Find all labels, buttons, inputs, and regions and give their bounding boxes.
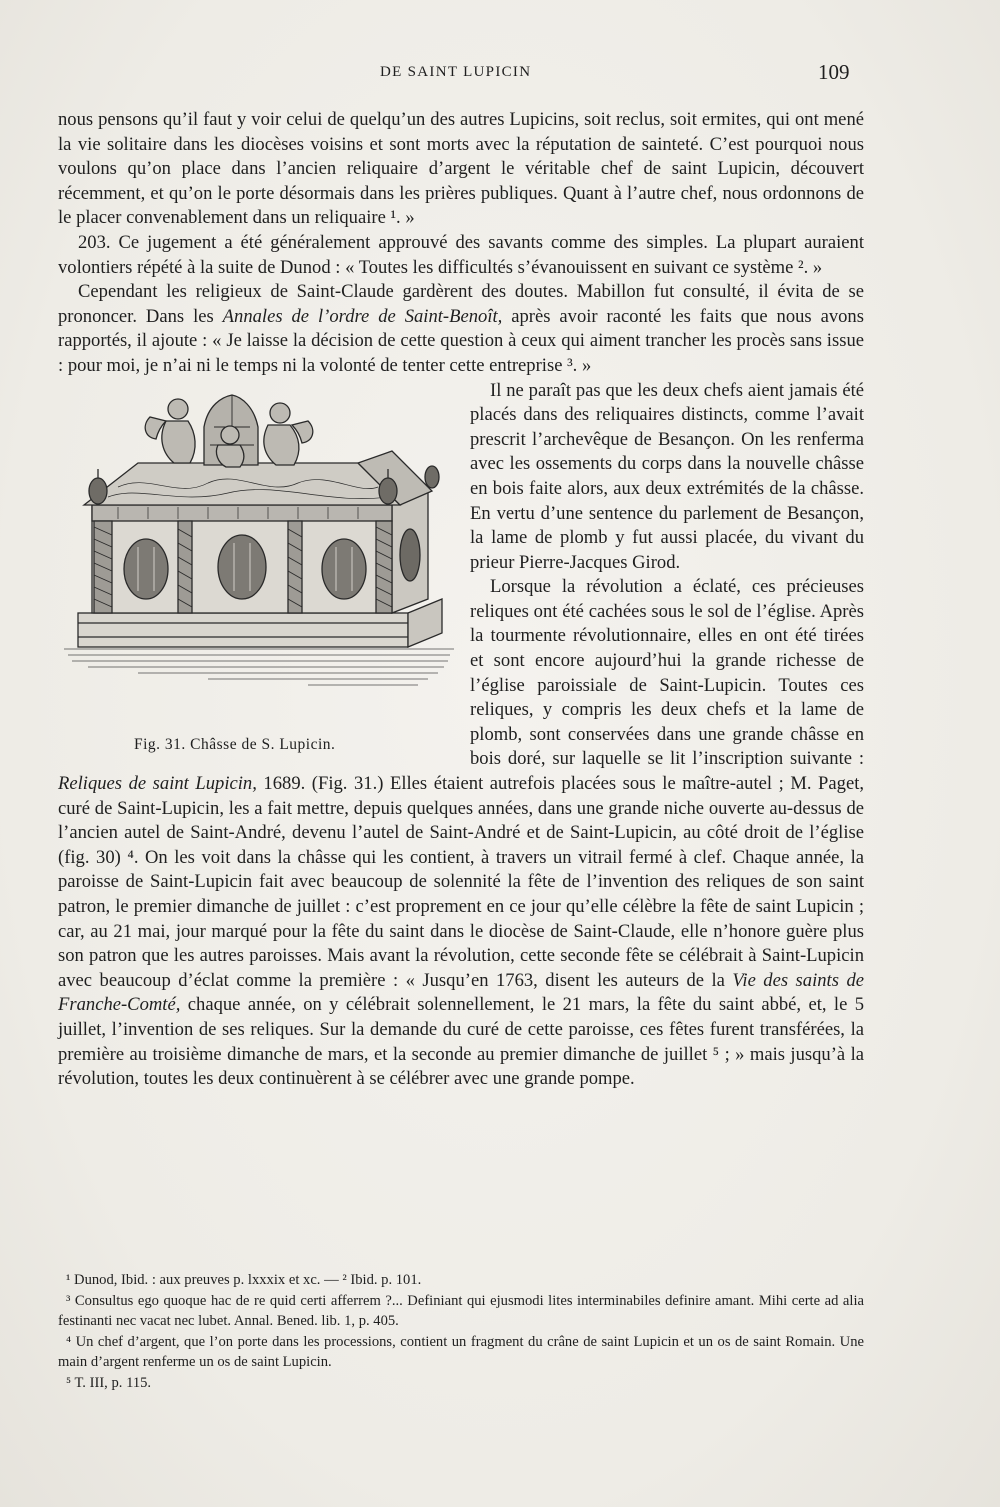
footnote: ³ Consultus ego quoque hac de re quid certi afferrem ?... Definiant qui ejusmodi lites interminabiles definire amant. Mihi certe ad alia festinanti nec vacat nec lubet. Annal. Bened. lib. 1, p. 405. (58, 1292, 864, 1330)
paragraph: nous pensons qu’il faut y voir celui de quelqu’un des autres Lupicins, soit reclus, soit ermites, qui ont mené la vie solitaire dans les diocèses voisins et sont morts avec la réputation de sainteté. C’est pourquoi nous voulons qu’on place dans l’ancien reliquaire d’argent le véritable chef de saint Lupicin, découvert récemment, et qu’on le porte désormais dans les prières publiques. Quant à l’autre chef, nous ordonnons de le placer convenablement dans un reliquaire ¹. » (58, 109, 864, 229)
running-title: DE SAINT LUPICIN (380, 64, 532, 80)
text-run: Cependant les religieux de Saint-Claude gardèrent des doutes. Mabillon fut consulté, il évita de se prononcer. Dans les (58, 281, 864, 327)
italic-title: Vie des saints de Franche-Comté, (58, 969, 864, 1016)
paragraph: 203. Ce jugement a été généralement approuvé des savants comme des simples. La plupart auraient volontiers répété à la suite de Dunod : « Toutes les difficultés s’évanouissent en suivant ce système ². » (58, 231, 864, 278)
figure-caption: Fig. 31. Châsse de S. Lupicin. (134, 735, 336, 753)
main-text (58, 108, 864, 1092)
running-header (0, 60, 1000, 88)
footnote: ⁴ Un chef d’argent, que l’on porte dans les processions, contient un fragment du crâne de saint Lupicin et un os de saint Romain. Une main d’argent renferme un os de saint Lupicin. (58, 1333, 864, 1371)
footnotes (58, 1270, 864, 1394)
figure-reliquary (58, 387, 456, 759)
text-run: après avoir raconté les faits que nous avons rapportés, il ajoute : « Je laisse la décision de cette question à ceux qui aiment trancher les procès sans issue : pour moi, je n’ai ni le temps ni la volonté de tenter cette entreprise ³. » (58, 305, 864, 376)
footnote: ¹ Dunod, Ibid. : aux preuves p. lxxxix et xc. — ² Ibid. p. 101. (66, 1272, 422, 1288)
page-number: 109 (818, 60, 850, 84)
inscription: Reliques de saint Lupicin, (58, 773, 257, 795)
text-run: 1689. (Fig. 31.) Elles étaient autrefois placées sous le maître-autel ; M. Paget, curé de Saint-Lupicin, les a fait mettre, depuis quelques années, dans une grande niche ouverte au-dessus de l’ancien autel de Saint-André, devenu l’autel de Saint-André et de Saint-Lupicin, au côté droit de l’église (fig. 30) ⁴. On les voit dans la châsse qui les contient, à travers un vitrail fermé à clef. Chaque année, la paroisse de Saint-Lupicin fait avec beaucoup de solennité la fête de l’invention des reliques de son saint patron, le premier dimanche de juillet : c’est proprement en ce jour qu’elle célèbre la fête de saint Lupicin ; car, au 21 mai, jour marqué pour la fête du saint dans le diocèse de Saint-Claude, elle n’honore guère plus son patron que les autres paroisses. Mais avant la révolution, cette seconde fête se célébrait à Saint-Lupicin avec beaucoup d’éclat comme la première : « Jusqu’en 1763, disent les auteurs de la (58, 773, 865, 991)
text-run: chaque année, on y célébrait solennellement, le 21 mars, la fête du saint abbé, et, le 5 juillet, l’invention de ses reliques. Sur la demande du curé de cette paroisse, ces fêtes furent transférées, la première au troisième dimanche de mars, et la seconde au premier dimanche de juillet ⁵ ; » mais jusqu’à la révolution, toutes les deux continuèrent à se célébrer avec une grande pompe. (58, 994, 864, 1090)
reliquary-engraving-image (58, 387, 456, 727)
paragraph (58, 280, 864, 378)
paragraph: Il ne paraît pas que les deux chefs aient jamais été placés dans des reliquaires distincts, comme l’avait prescrit l’archevêque de Besançon. On les renferma avec les ossements du corps dans la nouvelle châsse en bois faite alors, aux deux extrémités de la châsse. En vertu d’une sentence du parlement de Besançon, la lame de plomb y fut aussi placée, du vivant du prieur Pierre-Jacques Girod. (470, 379, 864, 573)
footnote: ⁵ T. III, p. 115. (66, 1374, 152, 1391)
italic-title: Annales de l’ordre de Saint-Benoît, (222, 305, 503, 327)
text-run: Lorsque la révolution a éclaté, ces précieuses reliques ont été cachées sous le sol de l’église. Après la tourmente révolutionnaire, elles en ont été tirées et sont encore aujourd’hui la grande richesse de l’église paroissiale de Saint-Lupicin. Toutes ces reliques, y compris les deux chefs et la lame de plomb, sont conservées dans une grande châsse en bois doré, sur laquelle se lit l’inscription suivante : (470, 576, 864, 770)
